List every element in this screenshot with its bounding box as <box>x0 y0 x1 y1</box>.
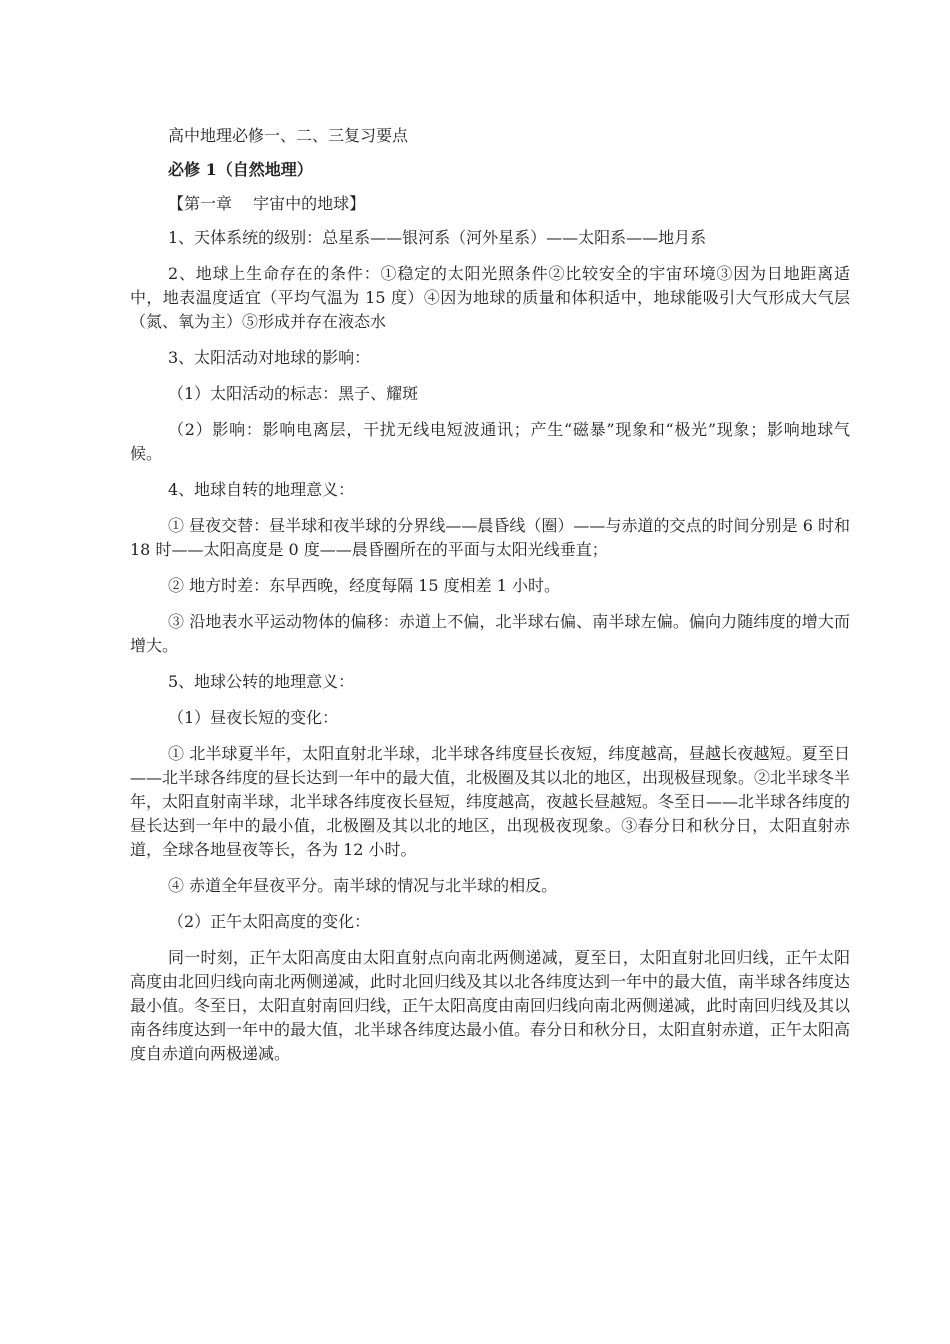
paragraph-6: 4、地球自转的地理意义： <box>168 480 355 499</box>
paragraph-14: （2）正午太阳高度的变化： <box>168 912 371 931</box>
paragraph-1: 1、天体系统的级别：总星系——银河系（河外星系）——太阳系——地月系 <box>168 228 707 247</box>
section-heading: 必修 1（自然地理） <box>168 160 313 179</box>
document-page <box>130 124 850 1078</box>
paragraph-5: （2）影响：影响电离层，干扰无线电短波通讯；产生“磁暴”现象和“极光”现象；影响地球气候。 <box>130 420 850 463</box>
paragraph-8: ② 地方时差：东早西晚，经度每隔 15 度相差 1 小时。 <box>168 576 560 595</box>
paragraph-7: ① 昼夜交替：昼半球和夜半球的分界线——晨昏线（圈）——与赤道的交点的时间分别是 6 时和 18 时——太阳高度是 0 度——晨昏圈所在的平面与太阳光线垂直； <box>130 516 850 559</box>
paragraph-12: ① 北半球夏半年，太阳直射北半球，北半球各纬度昼长夜短，纬度越高，昼越长夜越短。夏至日——北半球各纬度的昼长达到一年中的最大值，北极圈及其以北的地区，出现极昼现象。②北半球冬半年，太阳直射南半球，北半球各纬度夜长昼短，纬度越高，夜越长昼越短。冬至日——北半球各纬度的昼长达到一年中的最小值，北极圈及其以北的地区，出现极夜现象。③春分日和秋分日，太阳直射赤道，全球各地昼夜等长，各为 12 小时。 <box>130 744 851 859</box>
document-title: 高中地理必修一、二、三复习要点 <box>168 126 409 145</box>
paragraph-10: 5、地球公转的地理意义： <box>168 672 355 691</box>
paragraph-9: ③ 沿地表水平运动物体的偏移：赤道上不偏，北半球右偏、南半球左偏。偏向力随纬度的增大而增大。 <box>130 612 850 655</box>
chapter-heading: 【第一章 宇宙中的地球】 <box>168 194 366 213</box>
paragraph-4: （1）太阳活动的标志：黑子、耀斑 <box>168 384 419 403</box>
paragraph-3: 3、太阳活动对地球的影响： <box>168 348 371 367</box>
paragraph-11: （1）昼夜长短的变化： <box>168 708 339 727</box>
paragraph-2: 2、地球上生命存在的条件：①稳定的太阳光照条件②比较安全的宇宙环境③因为日地距离适中，地表温度适宜（平均气温为 15 度）④因为地球的质量和体积适中，地球能吸引大气形成大气层（氮、氧为主）⑤形成并存在液态水 <box>130 264 850 331</box>
paragraph-13: ④ 赤道全年昼夜平分。南半球的情况与北半球的相反。 <box>168 876 558 895</box>
paragraph-15: 同一时刻，正午太阳高度由太阳直射点向南北两侧递减，夏至日，太阳直射北回归线，正午太阳高度由北回归线向南北两侧递减，此时北回归线及其以北各纬度达到一年中的最大值，南半球各纬度达最小值。冬至日，太阳直射南回归线，正午太阳高度由南回归线向南北两侧递减，此时南回归线及其以南各纬度达到一年中的最大值，北半球各纬度达最小值。春分日和秋分日，太阳直射赤道，正午太阳高度自赤道向两极递减。 <box>130 948 851 1063</box>
